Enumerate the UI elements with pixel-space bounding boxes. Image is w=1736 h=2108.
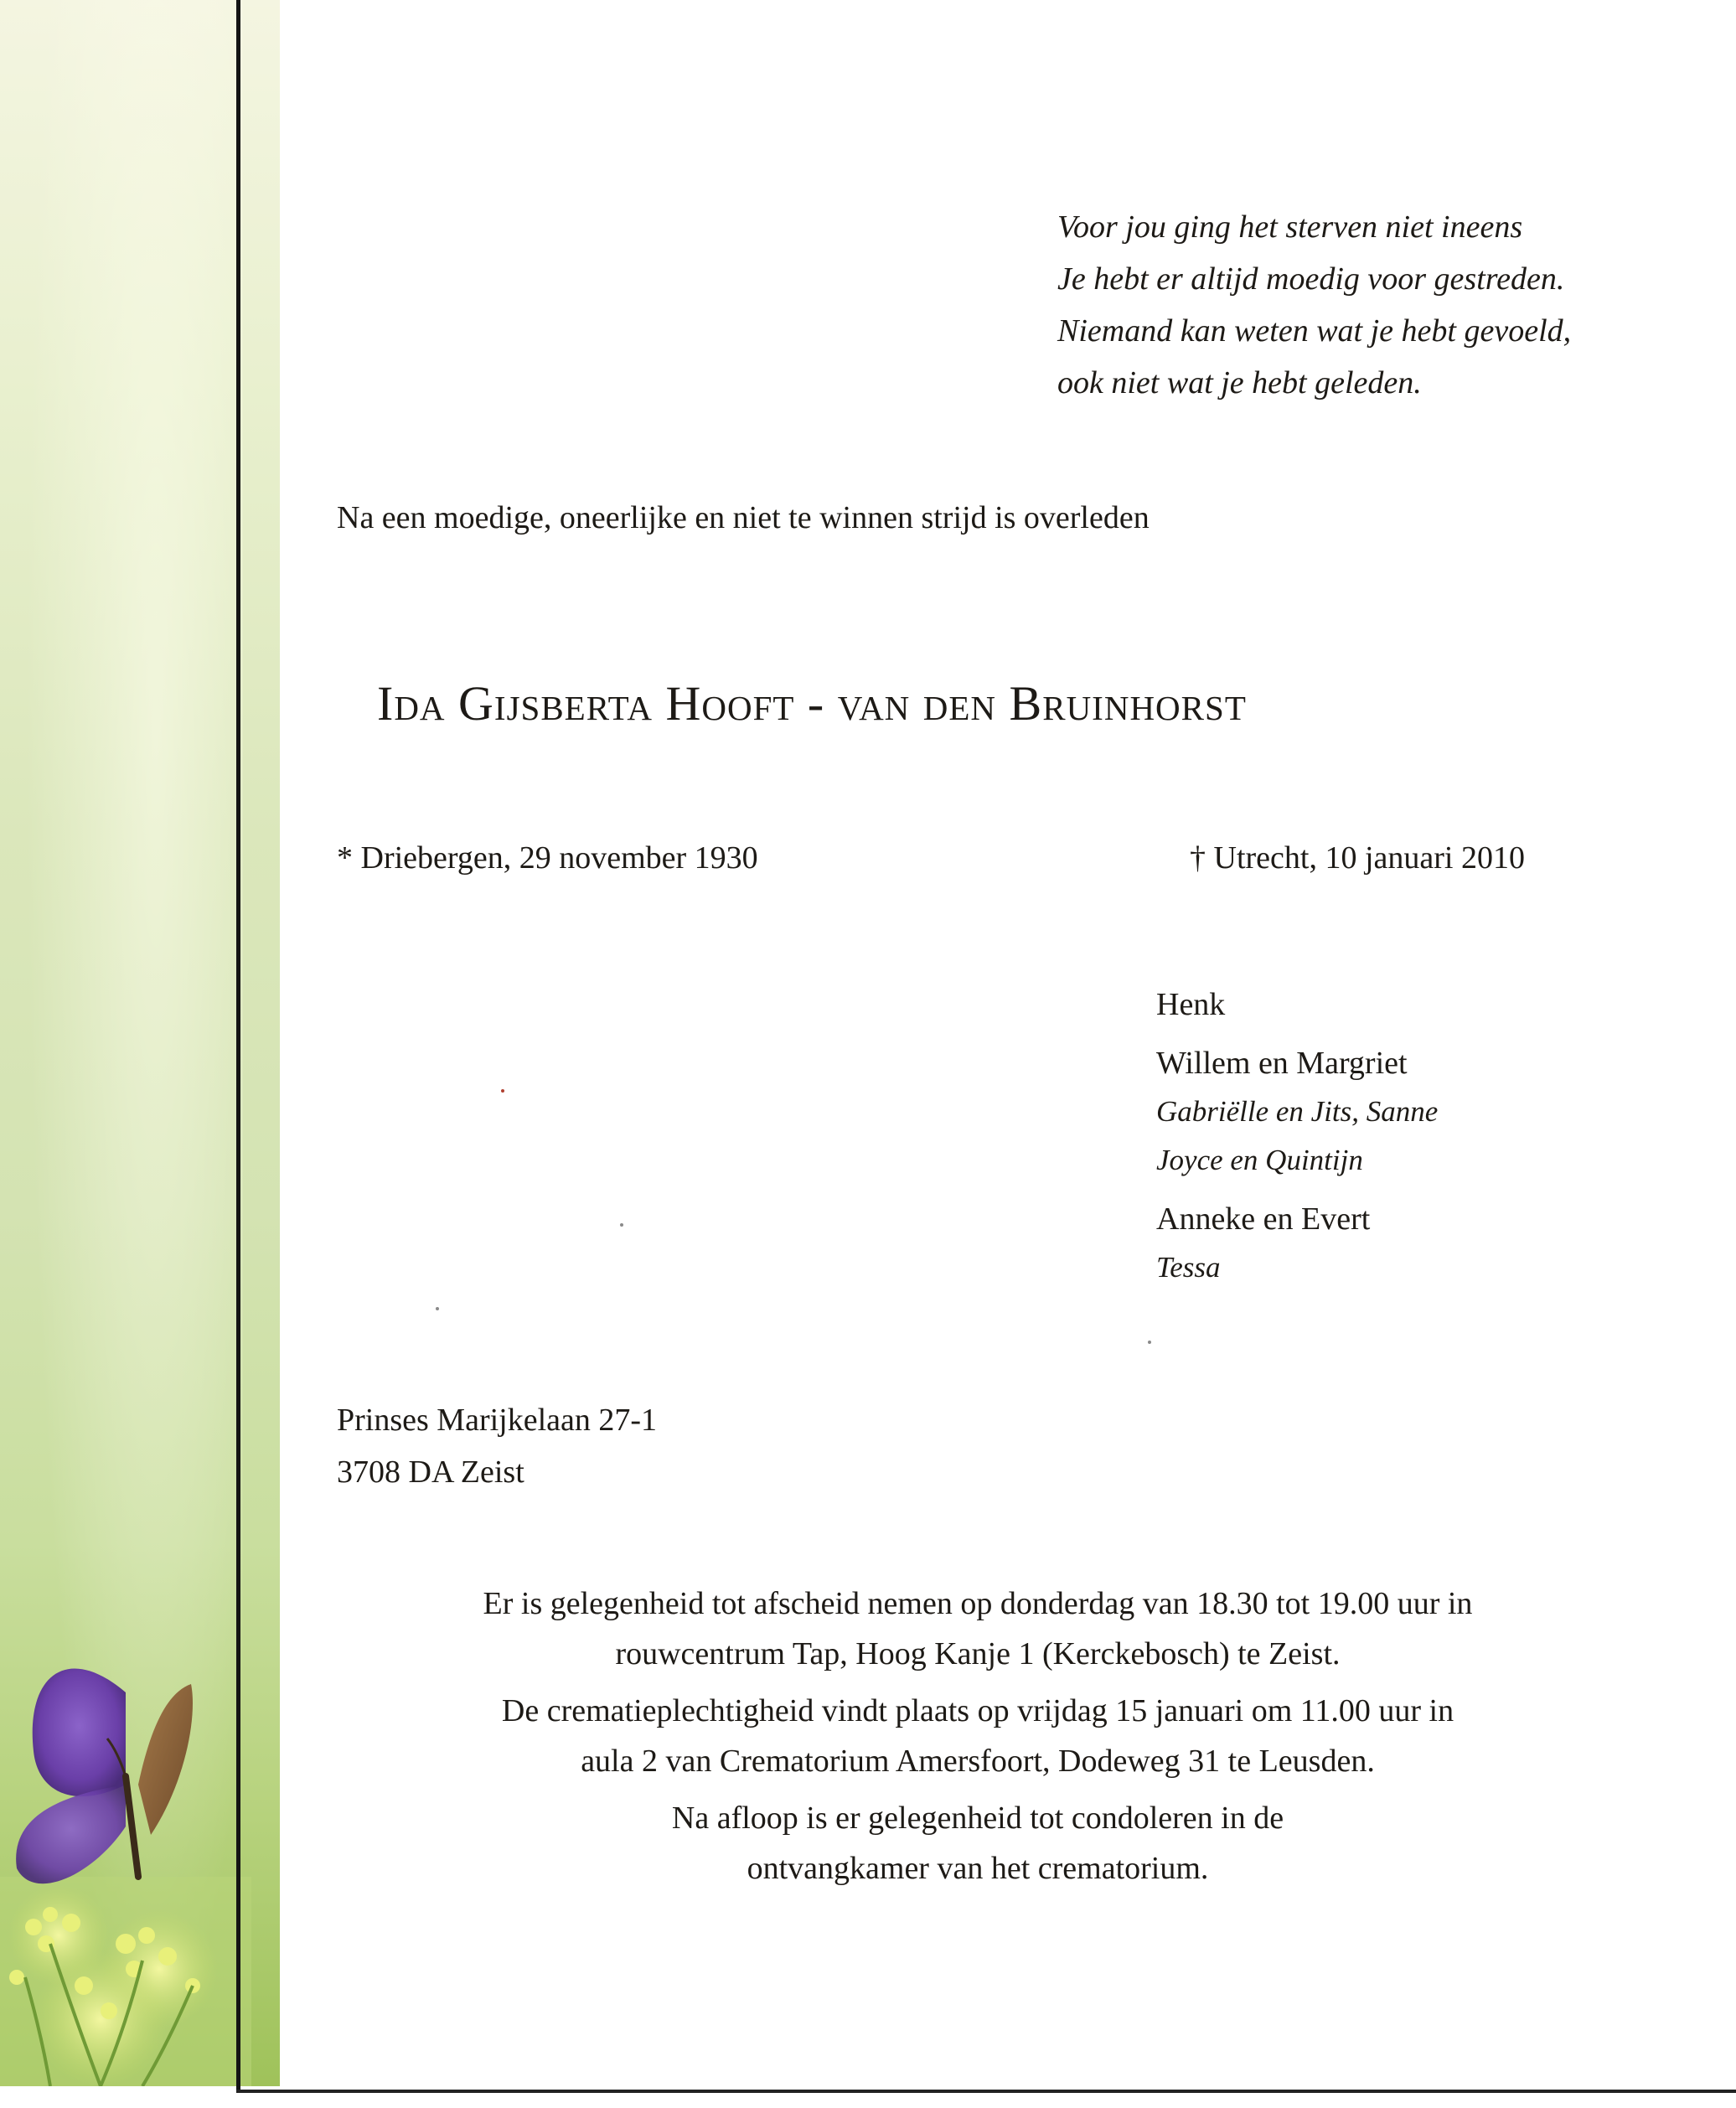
- family-member: Anneke en Evert: [1156, 1201, 1371, 1237]
- poem-line: Je hebt er altijd moedig voor gestreden.: [1057, 261, 1565, 297]
- print-speck: [501, 1089, 504, 1093]
- deceased-name: Ida Gijsberta Hooft - van den Bruinhorst: [377, 676, 1247, 731]
- poem-line: ook niet wat je hebt geleden.: [1057, 365, 1422, 400]
- grandchildren: Gabriëlle en Jits, Sanne: [1156, 1095, 1439, 1128]
- print-speck: [1148, 1341, 1151, 1344]
- print-speck: [436, 1307, 439, 1310]
- family-member: Willem en Margriet: [1156, 1046, 1408, 1081]
- address-city: 3708 DA Zeist: [337, 1454, 524, 1490]
- poem-line: Niemand kan weten wat je hebt gevoeld,: [1057, 313, 1572, 349]
- family-member: Henk: [1156, 987, 1226, 1022]
- birth-info: * Driebergen, 29 november 1930: [337, 840, 758, 876]
- address-street: Prinses Marijkelaan 27-1: [337, 1403, 658, 1438]
- vertical-rule: [236, 0, 240, 2091]
- intro-text: Na een moedige, oneerlijke en niet te winnen strijd is overleden: [337, 500, 1150, 535]
- notice-paragraph: De crematieplechtigheid vindt plaats op vrijdag 15 januari om 11.00 uur in aula 2 van Crematorium Amersfoort, Dodeweg 31 te Leusden.: [501, 1693, 1454, 1779]
- death-info: † Utrecht, 10 januari 2010: [1190, 840, 1525, 876]
- notice-paragraph: Na afloop is er gelegenheid tot condoleren in de ontvangkamer van het crematorium.: [671, 1801, 1284, 1886]
- print-speck: [620, 1223, 623, 1227]
- grandchildren: Joyce en Quintijn: [1156, 1144, 1363, 1176]
- family-list: [1156, 980, 1438, 1292]
- butterfly-icon: [0, 1625, 251, 2086]
- service-notice: [337, 1578, 1619, 1900]
- address-block: [337, 1394, 657, 1498]
- bottom-rule: [236, 2090, 1736, 2093]
- poem: [1057, 201, 1571, 409]
- poem-line: Voor jou ging het sterven niet ineens: [1057, 209, 1523, 245]
- notice-paragraph: Er is gelegenheid tot afscheid nemen op donderdag van 18.30 tot 19.00 uur in rouwcentrum Tap, Hoog Kanje 1 (Kerckebosch) te Zeist.: [483, 1586, 1473, 1671]
- grandchildren: Tessa: [1156, 1251, 1221, 1284]
